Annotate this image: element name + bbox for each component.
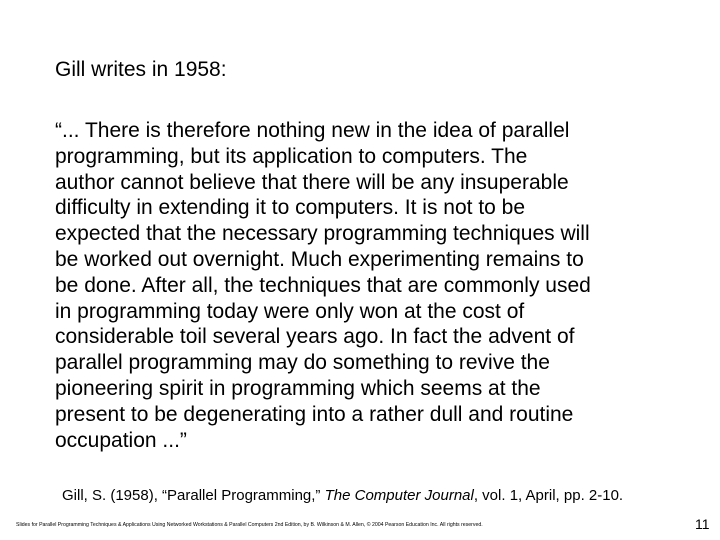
- quote-line: in programming today were only won at the cost of: [55, 299, 525, 323]
- slide-heading: Gill writes in 1958:: [55, 58, 227, 81]
- quote-line: difficulty in extending it to computers. It is not to be: [55, 196, 526, 220]
- citation-journal: The Computer Journal: [324, 487, 474, 504]
- citation-details: , vol. 1, April, pp. 2-10.: [473, 487, 624, 504]
- quote-line: considerable toil several years ago. In fact the advent of: [55, 325, 575, 349]
- quote-line: occupation ...”: [55, 428, 187, 452]
- quote-block: [55, 118, 695, 453]
- quote-line: be done. After all, the techniques that are commonly used: [55, 273, 591, 297]
- quote-line: be worked out overnight. Much experimenting remains to: [55, 247, 584, 271]
- quote-line: “... There is therefore nothing new in the idea of parallel: [55, 119, 570, 142]
- quote-line: present to be degenerating into a rather dull and routine: [55, 402, 574, 426]
- quote-line: programming, but its application to computers. The: [55, 144, 528, 168]
- slide-footer: Slides for Parallel Programming Techniques & Applications Using Networked Workstations & Parallel Computers 2nd Edition, by B. Wilkinson & M. Allen, © 2004 Pearson Education Inc. All rights reserved.: [16, 522, 483, 528]
- quote-line: author cannot believe that there will be any insuperable: [55, 170, 569, 194]
- quote-line: expected that the necessary programming techniques will: [55, 222, 590, 246]
- citation-authors-title: Gill, S. (1958), “Parallel Programming,”: [62, 487, 325, 504]
- quote-line: parallel programming may do something to revive the: [55, 351, 550, 375]
- citation: [62, 487, 623, 505]
- quote-line: pioneering spirit in programming which seems at the: [55, 376, 541, 400]
- page-number: 11: [695, 516, 710, 532]
